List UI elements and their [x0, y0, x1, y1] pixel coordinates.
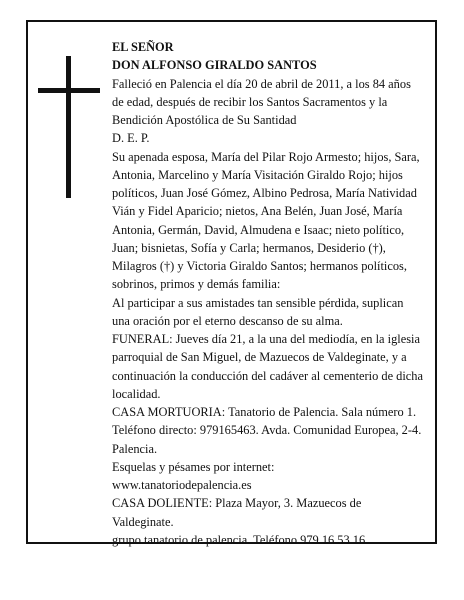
internet-condolences-label: Esquelas y pésames por internet:: [112, 459, 275, 474]
cross-horizontal-bar: [38, 88, 100, 93]
dep-line: D. E. P.: [112, 131, 150, 146]
funeral-home-footer: grupo tanatorio de palencia. Teléfono 979 16 53 16: [112, 532, 366, 547]
obituary-heading: EL SEÑOR: [112, 40, 174, 54]
website-url: www.tanatoriodepalencia.es: [112, 478, 252, 492]
family-list: Su apenada esposa, María del Pilar Rojo Armesto; hijos, Sara, Antonia, Marcelino y María Visitación Giraldo Rojo; hijos políticos, Juan José Gómez, Albino Pedrosa, María Natividad Vián y Fidel Aparicio; nietos, Ana Belén, Juan José, María Antonia, Germán, David, Almudena e Isaac; nieto político, Juan; bisnietas, Sofía y Carla; hermanos, Desiderio (†), Milagros (†) y Victoria Giraldo Santos; hermanos políticos, sobrinos, primos y demás familia:: [112, 149, 420, 292]
mortuary-info: CASA MORTUORIA: Tanatorio de Palencia. Sala número 1. Teléfono directo: 979165463. Avda. Comunidad Europea, 2-4. Palencia.: [112, 405, 422, 456]
cross-vertical-bar: [66, 56, 71, 198]
funeral-info: FUNERAL: Jueves día 21, a la una del mediodía, en la iglesia parroquial de San Miguel, de Mazuecos de Valdeginate, y a continuación la conducción del cadáver al cementerio de dicha localidad.: [112, 332, 423, 401]
deceased-name: DON ALFONSO GIRALDO SANTOS: [112, 58, 317, 73]
mourning-house-info: CASA DOLIENTE: Plaza Mayor, 3. Mazuecos de Valdeginate.: [112, 496, 362, 529]
obituary-text: [112, 38, 424, 549]
prayer-request: Al participar a sus amistades tan sensible pérdida, suplican una oración por el eterno descanso de su alma.: [112, 295, 404, 328]
death-details: Falleció en Palencia el día 20 de abril de 2011, a los 84 años de edad, después de recibir los Santos Sacramentos y la Bendición Apostólica de Su Santidad: [112, 76, 411, 127]
